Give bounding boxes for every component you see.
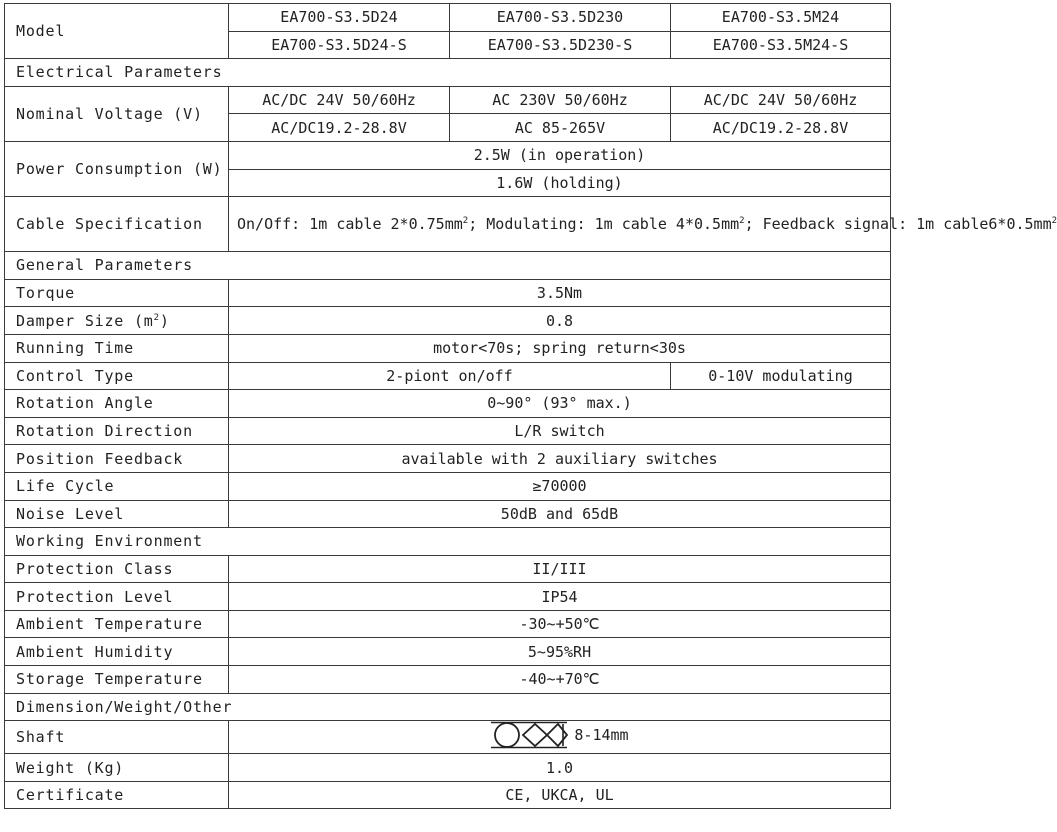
position-feedback-row [5,445,891,473]
model-row-1 [5,4,891,32]
protection-class-row [5,555,891,583]
noise-level-label: Noise Level [5,500,229,528]
weight-row [5,754,891,782]
damper-label-suffix: ) [159,311,170,330]
cable-sup-1: 2 [462,216,469,227]
control-type-onoff: 2-piont on/off [229,362,671,390]
torque-label: Torque [5,279,229,307]
section-row [5,59,891,87]
shaft-label: Shaft [5,721,229,754]
damper-size-row [5,307,891,335]
ambient-temperature-value: -30~+50℃ [229,610,891,638]
section-general: General Parameters [5,252,891,280]
life-cycle-label: Life Cycle [5,472,229,500]
protection-level-row [5,583,891,611]
life-cycle-value: ≥70000 [229,472,891,500]
control-type-modulating: 0-10V modulating [671,362,891,390]
running-time-label: Running Time [5,334,229,362]
noise-level-value: 50dB and 65dB [229,500,891,528]
certificate-label: Certificate [5,781,229,809]
rotation-angle-value: 0~90° (93° max.) [229,390,891,418]
cable-label: Cable Specification [5,197,229,252]
model-variant: EA700-S3.5M24 [671,4,891,32]
life-cycle-row [5,472,891,500]
position-feedback-value: available with 2 auxiliary switches [229,445,891,473]
certificate-value: CE, UKCA, UL [229,781,891,809]
section-environment: Working Environment [5,528,891,556]
cable-sup-3: 2 [1051,216,1057,227]
shaft-value-group [490,721,628,749]
shaft-profile-icon [490,721,568,749]
section-row [5,528,891,556]
running-time-row [5,334,891,362]
noise-level-row [5,500,891,528]
ambient-humidity-label: Ambient Humidity [5,638,229,666]
cable-sup-2: 2 [739,216,745,227]
model-variant: EA700-S3.5D24 [229,4,450,32]
storage-temperature-label: Storage Temperature [5,666,229,694]
shaft-value: 8-14mm [574,726,629,745]
voltage-range-value: AC/DC19.2-28.8V [671,114,891,142]
cable-part-1: On/Off: 1m cable 2*0.75mm [237,215,463,234]
storage-temperature-row [5,666,891,694]
power-holding-value: 1.6W (holding) [229,169,891,197]
rotation-direction-label: Rotation Direction [5,417,229,445]
model-variant: EA700-S3.5D24-S [229,31,450,59]
position-feedback-label: Position Feedback [5,445,229,473]
storage-temperature-value: -40~+70℃ [229,666,891,694]
rotation-angle-label: Rotation Angle [5,390,229,418]
ambient-temperature-row [5,610,891,638]
section-dimension: Dimension/Weight/Other [5,693,891,721]
model-variant: EA700-S3.5D230 [450,4,671,32]
cable-value [229,197,1057,252]
ambient-humidity-value: 5~95%RH [229,638,891,666]
voltage-range-value: AC 85-265V [450,114,671,142]
nominal-voltage-value: AC/DC 24V 50/60Hz [229,86,450,114]
protection-level-label: Protection Level [5,583,229,611]
ambient-temperature-label: Ambient Temperature [5,610,229,638]
nominal-voltage-label: Nominal Voltage (V) [5,86,229,141]
damper-size-label [5,307,229,335]
cable-row [5,197,891,252]
section-electrical: Electrical Parameters [5,59,891,87]
shaft-value-cell [229,721,891,754]
rotation-angle-row [5,390,891,418]
weight-value: 1.0 [229,754,891,782]
model-variant: EA700-S3.5D230-S [450,31,671,59]
control-type-row [5,362,891,390]
weight-label: Weight (Kg) [5,754,229,782]
control-type-label: Control Type [5,362,229,390]
power-operation-value: 2.5W (in operation) [229,141,891,169]
shaft-row [5,721,891,754]
protection-level-value: IP54 [229,583,891,611]
ambient-humidity-row [5,638,891,666]
certificate-row [5,781,891,809]
cable-part-3: ; Feedback signal: 1m cable6*0.5mm [744,215,1052,234]
power-consumption-row-1 [5,141,891,169]
spec-table [4,3,1057,809]
section-row [5,693,891,721]
damper-label-sup: 2 [153,312,160,323]
section-row [5,252,891,280]
rotation-direction-value: L/R switch [229,417,891,445]
damper-label-prefix: Damper Size (m [16,311,154,330]
voltage-range-value: AC/DC19.2-28.8V [229,114,450,142]
power-consumption-label: Power Consumption (W) [5,141,229,196]
protection-class-value: II/III [229,555,891,583]
damper-size-value: 0.8 [229,307,891,335]
running-time-value: motor<70s; spring return<30s [229,334,891,362]
torque-value: 3.5Nm [229,279,891,307]
torque-row [5,279,891,307]
model-variant: EA700-S3.5M24-S [671,31,891,59]
rotation-direction-row [5,417,891,445]
nominal-voltage-row-1 [5,86,891,114]
protection-class-label: Protection Class [5,555,229,583]
model-label: Model [5,4,229,59]
nominal-voltage-value: AC 230V 50/60Hz [450,86,671,114]
cable-part-2: ; Modulating: 1m cable 4*0.5mm [468,215,740,234]
nominal-voltage-value: AC/DC 24V 50/60Hz [671,86,891,114]
